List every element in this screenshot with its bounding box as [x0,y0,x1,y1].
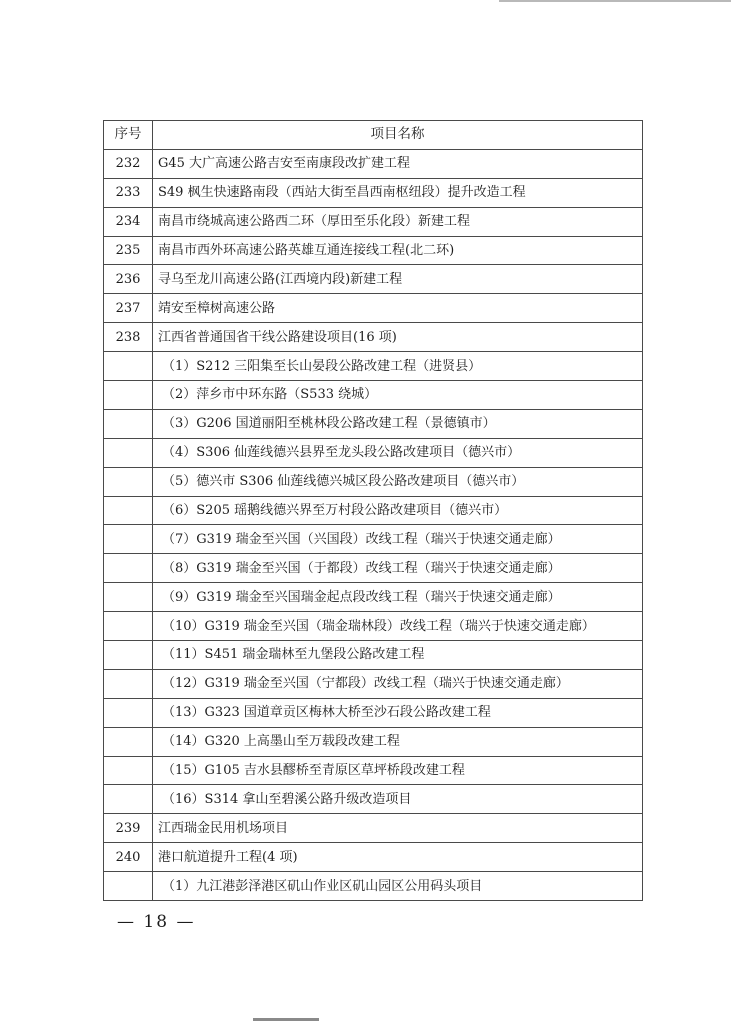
row-number-cell: 239 [104,814,153,843]
scan-mark [253,1018,319,1021]
row-number-cell: 240 [104,843,153,872]
table-row [104,554,643,583]
table-row [104,872,643,901]
project-name-cell: 靖安至樟树高速公路 [153,294,643,323]
table-row [104,467,643,496]
project-name-cell: S49 枫生快速路南段（西站大街至昌西南枢纽段）提升改造工程 [153,178,643,207]
table-row [104,698,643,727]
project-name-cell: 江西省普通国省干线公路建设项目(16 项) [153,323,643,352]
table-row [104,496,643,525]
table-row [104,756,643,785]
row-number-cell [104,409,153,438]
row-number-cell [104,583,153,612]
row-number-cell: 233 [104,178,153,207]
row-number-cell: 234 [104,207,153,236]
table-row [104,178,643,207]
row-number-cell [104,641,153,670]
row-number-cell: 237 [104,294,153,323]
sub-project-name-cell: （5）德兴市 S306 仙莲线德兴城区段公路改建项目（德兴市） [153,467,643,496]
row-number-cell [104,554,153,583]
sub-project-name-cell: （11）S451 瑞金瑞林至九堡段公路改建工程 [153,641,643,670]
table-row [104,814,643,843]
sub-project-name-cell: （1）九江港彭泽港区矶山作业区矶山园区公用码头项目 [153,872,643,901]
table-row [104,525,643,554]
sub-project-name-cell: （1）S212 三阳集至长山晏段公路改建工程（进贤县） [153,352,643,381]
sub-project-name-cell: （9）G319 瑞金至兴国瑞金起点段改线工程（瑞兴于快速交通走廊） [153,583,643,612]
table-row [104,727,643,756]
sub-project-name-cell: （6）S205 瑶鹅线德兴界至万村段公路改建项目（德兴市） [153,496,643,525]
project-name-cell: 港口航道提升工程(4 项) [153,843,643,872]
header-number: 序号 [104,121,153,150]
sub-project-name-cell: （3）G206 国道丽阳至桃林段公路改建工程（景德镇市） [153,409,643,438]
row-number-cell: 232 [104,149,153,178]
sub-project-name-cell: （7）G319 瑞金至兴国（兴国段）改线工程（瑞兴于快速交通走廊） [153,525,643,554]
scan-edge-line [499,0,731,2]
table-row [104,438,643,467]
project-name-cell: 南昌市绕城高速公路西二环（厚田至乐化段）新建工程 [153,207,643,236]
row-number-cell [104,669,153,698]
table-row [104,323,643,352]
row-number-cell: 238 [104,323,153,352]
table-row [104,352,643,381]
project-name-cell: G45 大广高速公路吉安至南康段改扩建工程 [153,149,643,178]
row-number-cell: 236 [104,265,153,294]
row-number-cell [104,381,153,410]
row-number-cell [104,467,153,496]
project-name-cell: 江西瑞金民用机场项目 [153,814,643,843]
table-row [104,785,643,814]
sub-project-name-cell: （12）G319 瑞金至兴国（宁都段）改线工程（瑞兴于快速交通走廊） [153,669,643,698]
table-row [104,843,643,872]
page-number: — 18 — [117,912,196,932]
project-name-cell: 南昌市西外环高速公路英雄互通连接线工程(北二环) [153,236,643,265]
header-project-name: 项目名称 [153,121,643,150]
sub-project-name-cell: （2）萍乡市中环东路（S533 绕城） [153,381,643,410]
row-number-cell [104,352,153,381]
table-row [104,583,643,612]
table-row [104,149,643,178]
sub-project-name-cell: （13）G323 国道章贡区梅林大桥至沙石段公路改建工程 [153,698,643,727]
table-row [104,207,643,236]
table-row [104,381,643,410]
row-number-cell [104,438,153,467]
table-row [104,409,643,438]
row-number-cell [104,727,153,756]
table-row [104,612,643,641]
row-number-cell: 235 [104,236,153,265]
sub-project-name-cell: （10）G319 瑞金至兴国（瑞金瑞林段）改线工程（瑞兴于快速交通走廊） [153,612,643,641]
table-header-row [104,121,643,150]
table-row [104,236,643,265]
table-row [104,641,643,670]
row-number-cell [104,756,153,785]
sub-project-name-cell: （16）S314 拿山至碧溪公路升级改造项目 [153,785,643,814]
row-number-cell [104,872,153,901]
table-row [104,294,643,323]
table-row [104,669,643,698]
row-number-cell [104,785,153,814]
row-number-cell [104,525,153,554]
sub-project-name-cell: （8）G319 瑞金至兴国（于都段）改线工程（瑞兴于快速交通走廊） [153,554,643,583]
sub-project-name-cell: （4）S306 仙莲线德兴县界至龙头段公路改建项目（德兴市） [153,438,643,467]
table-body [104,149,643,900]
row-number-cell [104,612,153,641]
sub-project-name-cell: （15）G105 吉水县醪桥至青原区草坪桥段改建工程 [153,756,643,785]
row-number-cell [104,698,153,727]
project-table [103,120,643,901]
table-row [104,265,643,294]
project-name-cell: 寻乌至龙川高速公路(江西境内段)新建工程 [153,265,643,294]
row-number-cell [104,496,153,525]
sub-project-name-cell: （14）G320 上高墨山至万载段改建工程 [153,727,643,756]
